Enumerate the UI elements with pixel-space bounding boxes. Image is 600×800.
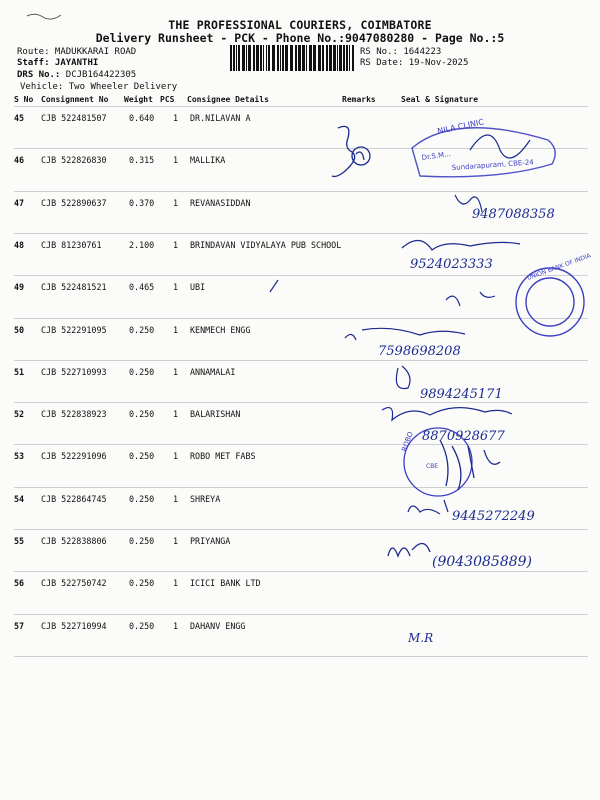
company-title: THE PROFESSIONAL COURIERS, COIMBATORE	[168, 18, 432, 32]
route-text: Route: MADUKKARAI ROAD	[17, 47, 137, 57]
stamp-bank-seal	[516, 268, 584, 336]
row-sno: 52	[14, 409, 25, 420]
row-weight: 0.465	[129, 282, 155, 293]
signature-52	[382, 408, 512, 420]
row-consignment-no: CJB 522890637	[41, 197, 107, 208]
row-sno: 56	[14, 578, 25, 589]
stamp-clinic-text-3: Sundarapuram, CBE-24	[451, 158, 535, 172]
row-sno: 46	[14, 155, 25, 166]
handwritten-initials-57: M.R	[408, 631, 434, 645]
row-consignee: REVANASIDDAN	[190, 197, 251, 208]
row-pcs: 1	[173, 155, 179, 166]
col-header-weight: Weight	[124, 95, 153, 104]
runsheet-subtitle: Delivery Runsheet - PCK - Phone No.:9047080280 - Page No.:5	[95, 31, 505, 45]
col-header-consignment: Consignment No	[41, 95, 109, 104]
row-pcs: 1	[173, 324, 179, 335]
row-sno: 48	[14, 239, 25, 250]
signature-48	[402, 240, 520, 250]
row-sno: 49	[14, 282, 25, 293]
handwritten-phone-47: 9487088358	[472, 207, 555, 222]
row-consignee: DR.NILAVAN A	[190, 113, 251, 123]
row-consignee: BALARISHAN	[190, 409, 241, 420]
handwritten-phone-52: 8870928677	[422, 429, 505, 444]
row-weight: 2.100	[129, 239, 155, 250]
row-sno: 51	[14, 366, 25, 377]
row-weight: 0.250	[129, 578, 155, 589]
rs-number: RS No.: 1644223	[360, 47, 442, 57]
row-weight: 0.250	[129, 536, 155, 546]
signature-54	[408, 500, 448, 514]
row-pcs: 1	[173, 451, 179, 462]
row-sno: 57	[14, 620, 25, 631]
row-weight: 0.250	[129, 620, 155, 631]
signature-49	[446, 292, 495, 306]
signature-55	[388, 543, 430, 556]
handwritten-phone-50: 7598698208	[378, 344, 461, 359]
row-weight: 0.370	[129, 197, 155, 208]
row-pcs: 1	[173, 493, 179, 504]
row-consignment-no: CJB 522826830	[41, 155, 107, 166]
row-pcs: 1	[173, 282, 179, 293]
signature-50	[345, 328, 465, 340]
stamp-clinic-text-2: Dr.S.M...	[421, 149, 452, 162]
row-weight: 0.640	[129, 113, 155, 123]
row-pcs: 1	[173, 197, 179, 208]
row-pcs: 1	[173, 536, 179, 546]
handwritten-phone-51: 9894245171	[420, 387, 503, 402]
staff-text: Staff: JAYANTHI	[17, 58, 99, 68]
row-weight: 0.250	[129, 366, 155, 377]
row-consignee: ANNAMALAI	[190, 366, 236, 377]
row-weight: 0.250	[129, 409, 155, 420]
row-sno: 50	[14, 324, 25, 335]
col-header-seal: Seal & Signature	[401, 95, 479, 104]
row-consignee: KENMECH ENGG	[190, 324, 251, 335]
row-sno: 54	[14, 493, 25, 504]
row-consignment-no: CJB 522481507	[41, 113, 107, 123]
col-header-remarks: Remarks	[342, 95, 376, 104]
row-weight: 0.250	[129, 324, 155, 335]
stamp-robo-city: CBE	[426, 463, 439, 470]
handwritten-phone-54: 9445272249	[452, 509, 535, 524]
row-consignment-no: CJB 522481521	[41, 282, 107, 293]
row-consignee: SHREYA	[190, 493, 221, 504]
row-consignee: DAHANV ENGG	[190, 620, 246, 631]
row-consignment-no: CJB 81230761	[41, 239, 102, 250]
row-consignee: UBI	[190, 282, 206, 293]
row-consignment-no: CJB 522710994	[41, 620, 107, 631]
signature-51	[396, 366, 410, 389]
row-sno: 53	[14, 451, 25, 462]
col-header-sno: S No	[14, 95, 34, 104]
vehicle-text: Vehicle: Two Wheeler Delivery	[20, 82, 178, 92]
row-pcs: 1	[173, 620, 179, 631]
row-sno: 55	[14, 536, 25, 546]
row-weight: 0.250	[129, 493, 155, 504]
stamp-robo-text: ROBO	[400, 430, 415, 453]
stamp-bank-text: UNION BANK OF INDIA	[526, 252, 592, 282]
row-consignment-no: CJB 522710993	[41, 366, 107, 377]
row-consignment-no: CJB 522864745	[41, 493, 107, 504]
row-consignee: BRINDAVAN VIDYALAYA PUB SCHOOL	[190, 239, 342, 250]
tick-49	[270, 280, 278, 292]
row-pcs: 1	[173, 239, 179, 250]
row-weight: 0.250	[129, 451, 155, 462]
row-consignee: ICICI BANK LTD	[190, 578, 261, 589]
row-pcs: 1	[173, 366, 179, 377]
col-header-consignee: Consignee Details	[187, 95, 269, 104]
row-consignment-no: CJB 522291095	[41, 324, 107, 335]
col-header-pcs: PCS	[160, 95, 175, 104]
row-weight: 0.315	[129, 155, 155, 166]
handwritten-phone-48: 9524023333	[410, 257, 493, 272]
row-consignment-no: CJB 522291096	[41, 451, 107, 462]
row-pcs: 1	[173, 578, 179, 589]
handwritten-phone-55: (9043085889)	[432, 554, 532, 570]
row-consignment-no: CJB 522838806	[41, 536, 107, 546]
rs-date: RS Date: 19-Nov-2025	[360, 58, 469, 68]
signature-46	[332, 126, 370, 176]
stamp-clinic-text-1: NILA CLINIC	[436, 117, 485, 136]
signature-45	[470, 135, 530, 158]
row-sno: 45	[14, 113, 25, 123]
row-consignee: MALLIKA	[190, 155, 226, 166]
row-pcs: 1	[173, 113, 179, 123]
row-sno: 47	[14, 197, 25, 208]
row-consignment-no: CJB 522838923	[41, 409, 107, 420]
row-consignment-no: CJB 522750742	[41, 578, 107, 589]
row-pcs: 1	[173, 409, 179, 420]
drs-text: DRS No.: DCJB164422305	[17, 70, 137, 80]
row-consignee: ROBO MET FABS	[190, 451, 256, 462]
row-consignee: PRIYANGA	[190, 536, 231, 546]
